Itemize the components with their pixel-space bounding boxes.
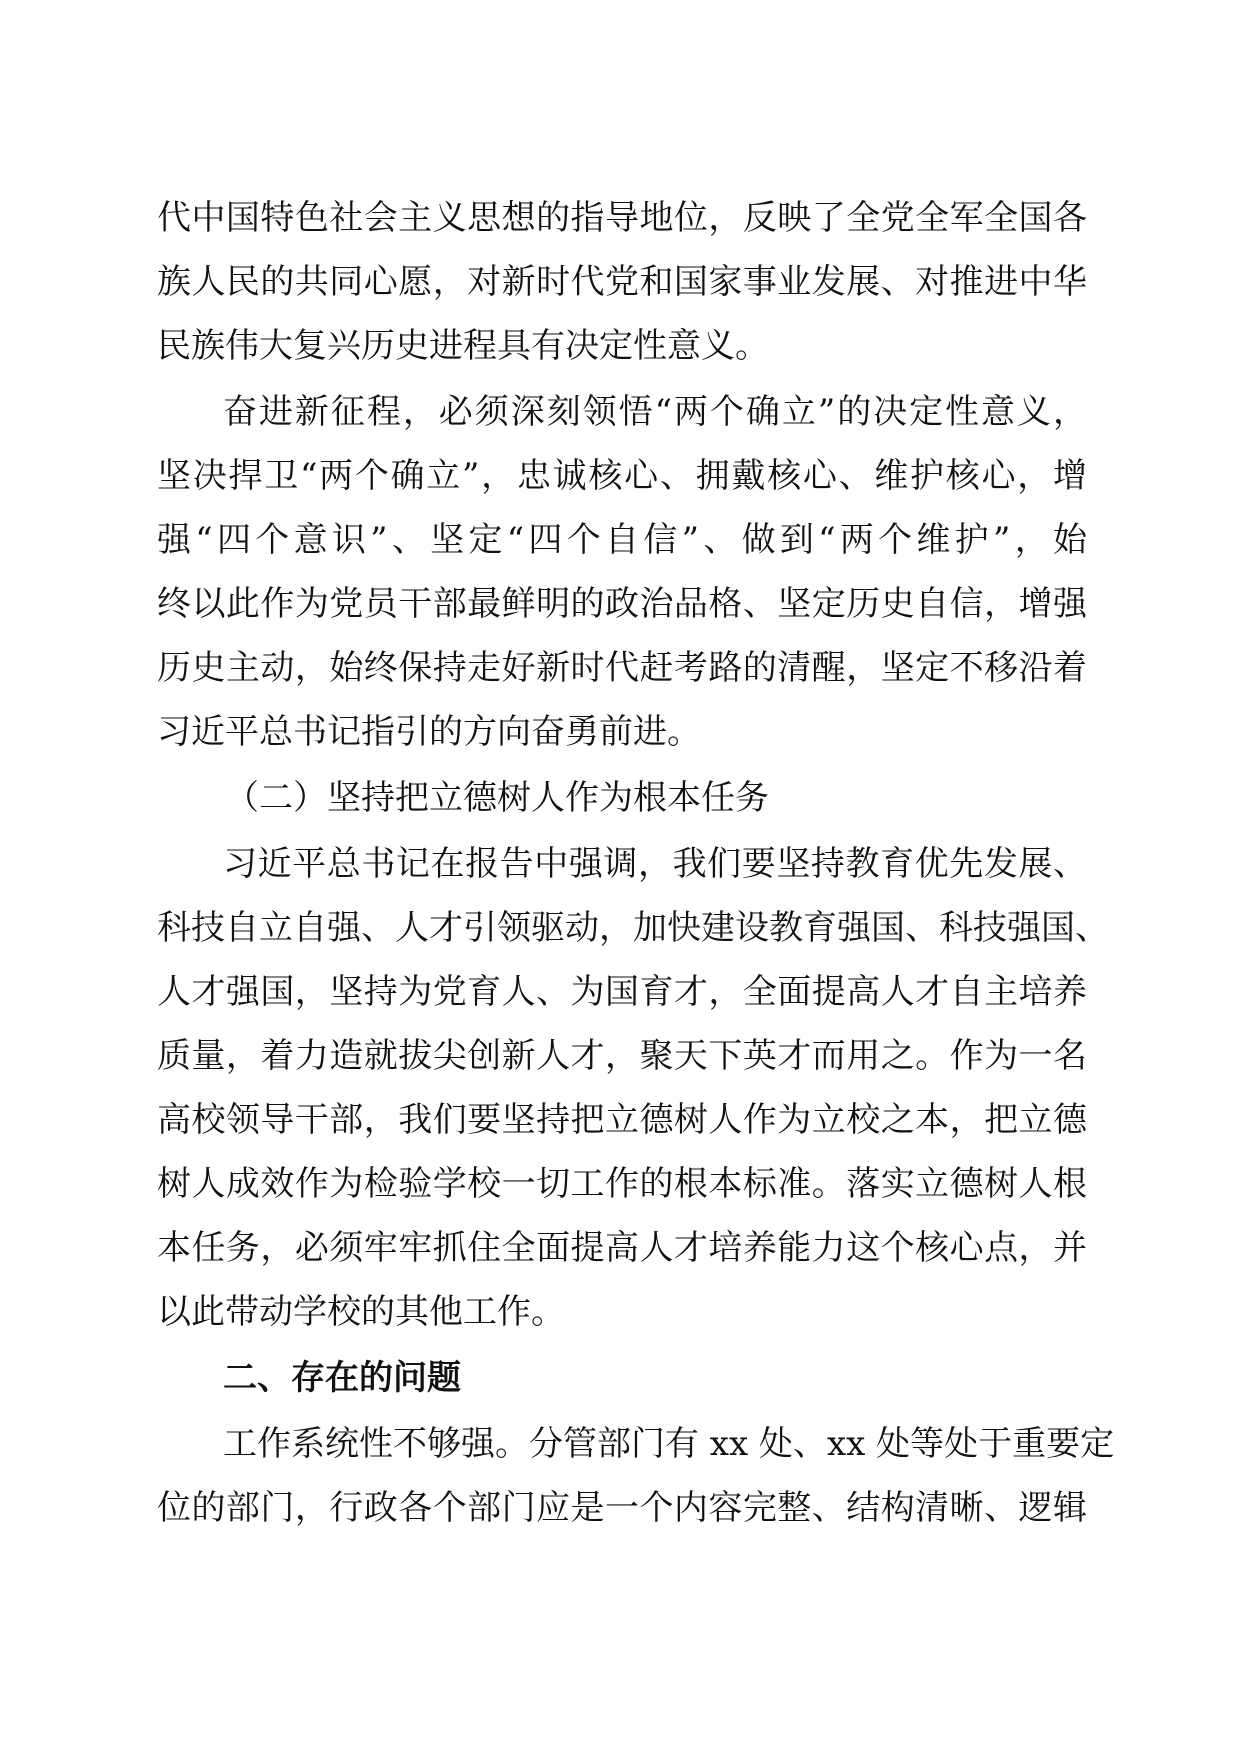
- text-line: 终以此作为党员干部最鲜明的政治品格、坚定历史自信，增强: [157, 584, 1087, 624]
- text-line: 位的部门，行政各个部门应是一个内容完整、结构清晰、逻辑: [157, 1488, 1087, 1528]
- paragraph-first-line: 习近平总书记在报告中强调，我们要坚持教育优先发展、: [223, 844, 1087, 884]
- text-line: 科技自立自强、人才引领驱动，加快建设教育强国、科技强国、: [157, 908, 1109, 948]
- text-line: 树人成效作为检验学校一切工作的根本标准。落实立德树人根: [157, 1164, 1087, 1204]
- text-line: 高校领导干部，我们要坚持把立德树人作为立校之本，把立德: [157, 1100, 1087, 1140]
- section-heading: 二、存在的问题: [223, 1358, 461, 1398]
- paragraph-first-line: 工作系统性不够强。分管部门有 xx 处、xx 处等处于重要定: [223, 1424, 1115, 1464]
- text-line: 代中国特色社会主义思想的指导地位，反映了全党全军全国各: [157, 198, 1087, 238]
- text-line: 本任务，必须牢牢抓住全面提高人才培养能力这个核心点，并: [157, 1228, 1087, 1268]
- text-line: 族人民的共同心愿，对新时代党和国家事业发展、对推进中华: [157, 262, 1087, 302]
- text-line: 人才强国，坚持为党育人、为国育才，全面提高人才自主培养: [157, 972, 1087, 1012]
- text-line: 强“四个意识”、坚定“四个自信”、做到“两个维护”，始: [157, 520, 1087, 560]
- text-line: 民族伟大复兴历史进程具有决定性意义。: [157, 326, 769, 366]
- subsection-heading: （二）坚持把立德树人作为根本任务: [225, 778, 769, 818]
- text-line: 质量，着力造就拔尖创新人才，聚天下英才而用之。作为一名: [157, 1036, 1087, 1076]
- text-line: 以此带动学校的其他工作。: [157, 1292, 565, 1332]
- text-line: 历史主动，始终保持走好新时代赶考路的清醒，坚定不移沿着: [157, 648, 1087, 688]
- text-line: 习近平总书记指引的方向奋勇前进。: [157, 712, 701, 752]
- paragraph-first-line: 奋进新征程，必须深刻领悟“两个确立”的决定性意义，: [223, 392, 1087, 432]
- text-line: 坚决捍卫“两个确立”，忠诚核心、拥戴核心、维护核心，增: [157, 456, 1087, 496]
